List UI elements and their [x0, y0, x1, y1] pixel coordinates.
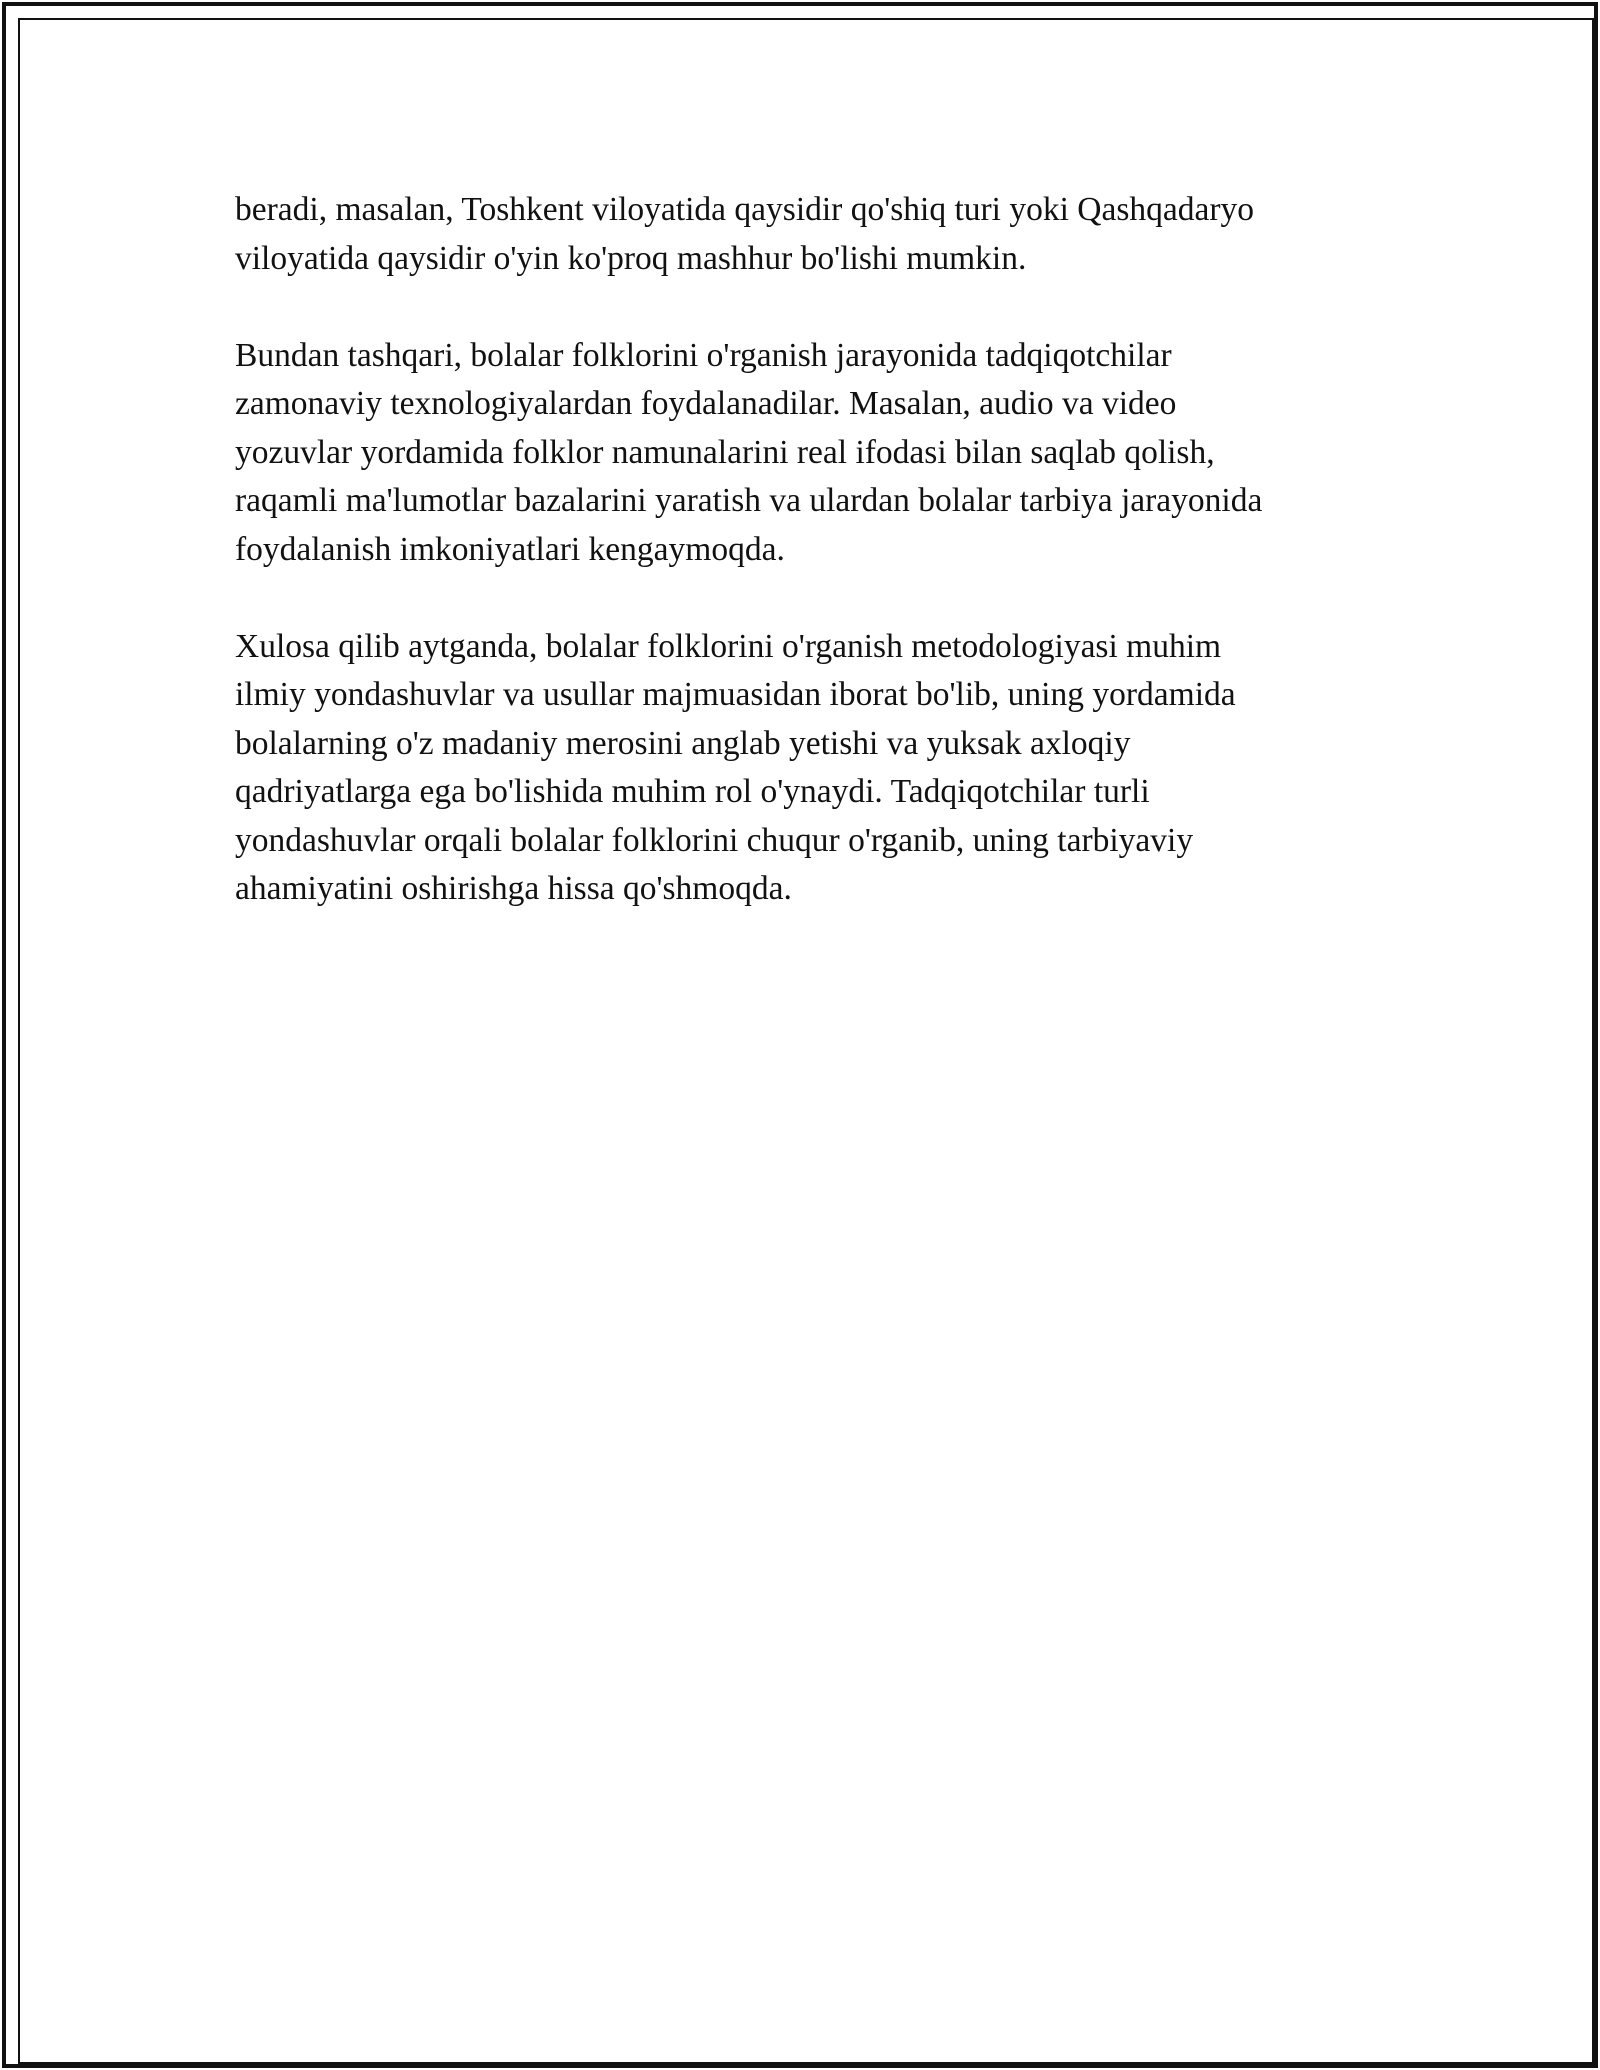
- document-body: [235, 186, 1385, 962]
- paragraph-2: Bundan tashqari, bolalar folklorini o'rganish jarayonida tadqiqotchilar zamonaviy texnologiyalardan foydalanadilar. Masalan, audio va video yozuvlar yordamida folklor namunalarini real ifodasi bilan saqlab qolish, raqamli ma'lumotlar bazalarini yaratish va ulardan bolalar tarbiya jarayonida foydalanish imkoniyatlari kengaymoqda.: [235, 336, 1263, 568]
- paragraph-1: beradi, masalan, Toshkent viloyatida qaysidir qo'shiq turi yoki Qashqadaryo viloyatida qaysidir o'yin ko'proq mashhur bo'lishi mumkin.: [235, 191, 1255, 277]
- paragraph-3: Xulosa qilib aytganda, bolalar folklorini o'rganish metodologiyasi muhim ilmiy yondashuvlar va usullar majmuasidan iborat bo'lib, uning yordamida bolalarning o'z madaniy merosini anglab yetishi va yuksak axloqiy qadriyatlarga ega bo'lishida muhim rol o'ynaydi. Tadqiqotchilar turli yondashuvlar orqali bolalar folklorini chuqur o'rganib, uning tarbiyaviy ahamiyatini oshirishga hissa qo'shmoqda.: [235, 627, 1236, 907]
